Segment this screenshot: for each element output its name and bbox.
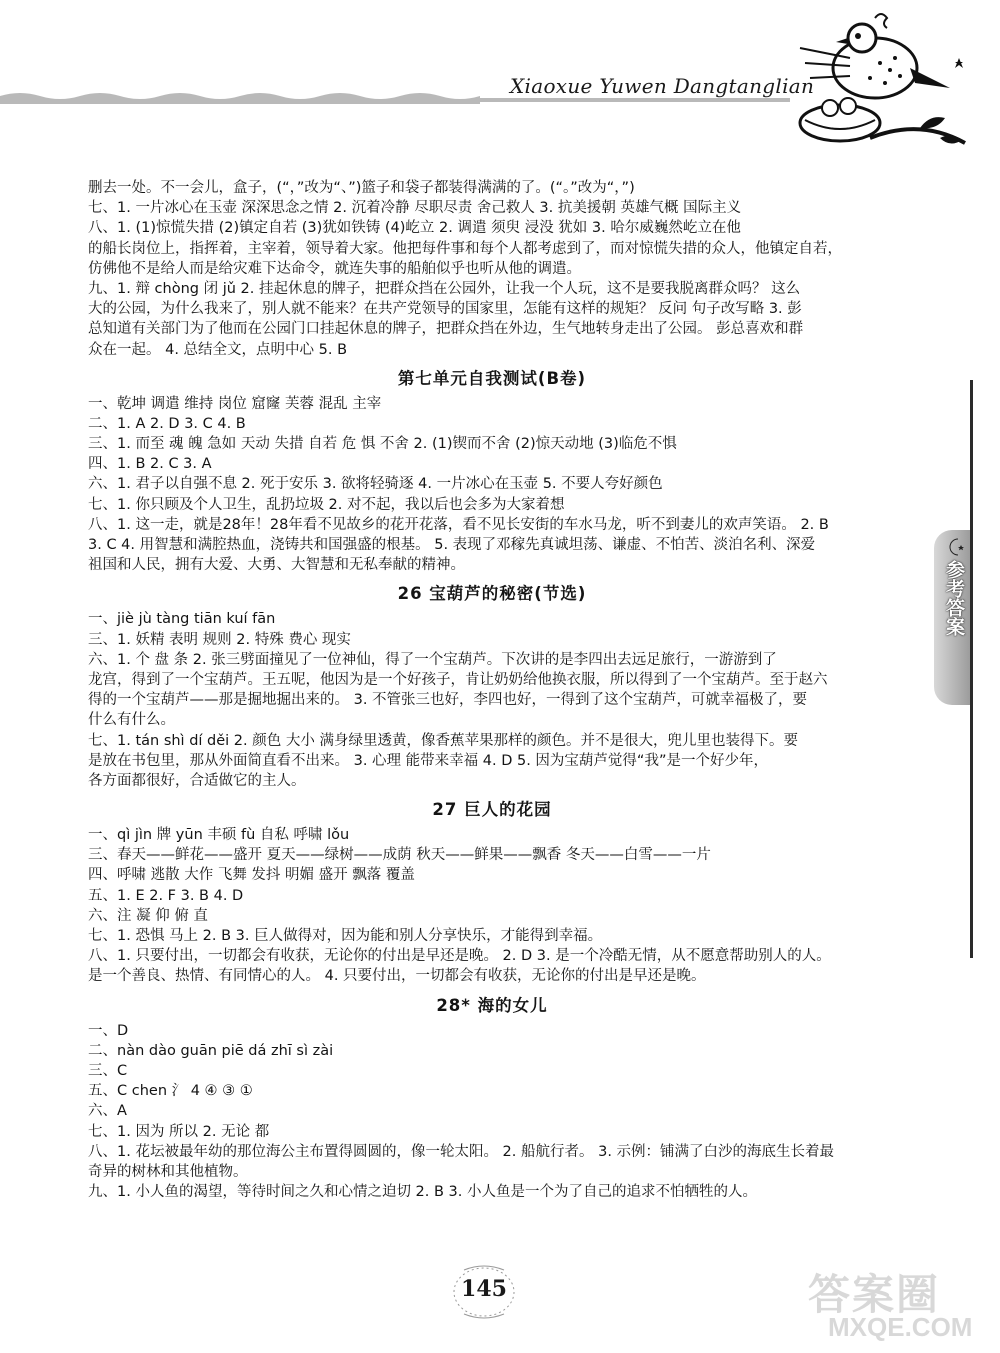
watermark-cn: 答案圈 [808, 1271, 941, 1318]
section-title-lesson-26: 26 宝葫芦的秘密(节选) [397, 584, 587, 604]
block-3 [88, 609, 896, 791]
watermark-logo [808, 1262, 988, 1347]
text-line: 得的一个宝葫芦——那是掘地掘出来的。 3. 不管张三也好，李四也好，一得到了这个宝葫芦，可就幸福极了，要 [88, 692, 808, 709]
header-wave-band [0, 0, 800, 120]
text-line: 祖国和人民，拥有大爱、大勇、大智慧和无私奉献的精神。 [88, 557, 465, 574]
text-line: 九、1. 小人鱼的渴望，等待时间之久和心情之迫切 2. B 3. 小人鱼是一个为了自己的追求不怕牺牲的人。 [88, 1184, 757, 1201]
text-line: 三、1. 而至 魂 魄 急如 天动 失措 自若 危 惧 不舍 2. (1)锲而不舍 (2)惊天动地 (3)临危不惧 [88, 436, 677, 453]
section-title-unit7-test-b: 第七单元自我测试(B卷) [397, 368, 587, 388]
text-line: 三、春天——鲜花——盛开 夏天——绿树——成荫 秋天——鲜果——飘香 冬天——白雪——一片 [88, 847, 711, 864]
text-line: 各方面都很好，合适做它的主人。 [88, 772, 306, 789]
text-line: 八、1. 花坛被最年幼的那位海公主布置得圆圆的，像一轮太阳。 2. 船航行者。 3. 示例：铺满了白沙的海底生长着最 [88, 1143, 835, 1160]
text-line: 六、A [88, 1103, 127, 1120]
section-title-lesson-27: 27 巨人的花园 [432, 800, 552, 820]
page-header [0, 0, 1000, 175]
page-number: 145 [461, 1276, 507, 1302]
text-line: 七、1. 一片冰心在玉壶 深深思念之情 2. 沉着冷静 尽职尽责 舍己救人 3. 抗美援朝 英雄气概 国际主义 [88, 200, 742, 217]
text-line: 奇异的树林和其他植物。 [88, 1163, 248, 1180]
block-4 [88, 825, 896, 987]
text-line: 五、C chen 氵 4 ④ ③ ① [88, 1083, 253, 1100]
text-line: 七、1. 你只顾及个人卫生，乱扔垃圾 2. 对不起，我以后也会多为大家着想 [88, 496, 565, 513]
text-line: 九、1. 辩 chòng 闭 jǔ 2. 挂起休息的牌子，把群众挡在公园外，让我一个人玩，这不是要我脱离群众吗？ 这么 [88, 280, 801, 297]
text-line: 六、1. 个 盘 条 2. 张三劈面撞见了一位神仙，得了一个宝葫芦。下次讲的是李四出去远足旅行，一游游到了 [88, 651, 777, 668]
header-title: Xiaoxue Yuwen Dangtanglian [510, 74, 815, 98]
text-line: 六、注 凝 仰 俯 直 [88, 907, 208, 924]
watermark-en: MXQE.COM [828, 1312, 973, 1342]
text-line: 一、D [88, 1022, 129, 1039]
text-line: 是放在书包里，那从外面简直看不出来。 3. 心理 能带来幸福 4. D 5. 因为宝葫芦觉得“我”是一个好少年， [88, 752, 768, 769]
block-2 [88, 394, 896, 576]
text-line: 八、1. (1)惊慌失措 (2)镇定自若 (3)犹如铁铸 (4)屹立 2. 调遣 须臾 浸没 犹如 3. 哈尔威巍然屹立在他 [88, 220, 741, 237]
text-line: 二、1. A 2. D 3. C 4. B [88, 415, 246, 432]
text-line: 六、1. 君子以自强不息 2. 死于安乐 3. 欲将轻骑逐 4. 一片冰心在玉壶 5. 不要人夸好颜色 [88, 476, 663, 493]
side-divider [970, 380, 973, 958]
block-1 [88, 178, 896, 360]
text-line: 大的公园，为什么我来了，别人就不能来？在共产党领导的国家里，怎能有这样的规矩？ 反问 句子改写略 3. 彭 [88, 301, 802, 318]
text-line: 三、1. 妖精 表明 规则 2. 特殊 费心 现实 [88, 631, 351, 648]
text-line: 三、C [88, 1062, 128, 1079]
text-line: 什么有什么。 [88, 712, 175, 729]
text-line: 的船长岗位上，指挥着，主宰着，领导着大家。他把每件事和每个人都考虑到了，而对惊慌失措的众人，他镇定自若， [88, 240, 842, 257]
bird-nest-icon [780, 8, 970, 168]
text-line: 七、1. tán shì dí děi 2. 颜色 大小 满身绿里透黄，像香蕉苹果那样的颜色。并不是很大，兜儿里也装得下。要 [88, 732, 798, 749]
text-line: 一、qì jìn 牌 yūn 丰硕 fù 自私 呼啸 lǒu [88, 827, 350, 844]
text-line: 众在一起。 4. 总结全文，点明中心 5. B [88, 341, 348, 358]
crescent-star-icon [944, 536, 966, 558]
text-line: 仿佛他不是给人而是给灾难下达命令，就连失事的船舶似乎也听从他的调遣。 [88, 260, 581, 277]
text-line: 一、jiè jù tàng tiān kuí fān [88, 611, 276, 628]
text-line: 一、乾坤 调遣 维持 岗位 窟窿 芙蓉 混乱 主宰 [88, 395, 382, 412]
text-line: 删去一处。不一会儿，盒子，(“，”改为“、”)篮子和袋子都装得满满的了。(“。”改为“，”) [88, 180, 635, 196]
section-title-lesson-28: 28* 海的女儿 [436, 995, 548, 1015]
text-line: 是一个善良、热情、有同情心的人。 4. 只要付出，一切都会有收获，无论你的付出是早还是晚。 [88, 968, 706, 985]
text-line: 总知道有关部门为了他而在公园门口挂起休息的牌子，把群众挡在外边，生气地转身走出了公园。 彭总喜欢和群 [88, 321, 804, 338]
text-line: 3. C 4. 用智慧和满腔热血，浇铸共和国强盛的根基。 5. 表现了邓稼先真诚坦荡、谦虚、不怕苦、淡泊名利、深爱 [88, 537, 816, 553]
side-tab-label: 参考答案 [943, 560, 965, 636]
text-line: 四、1. B 2. C 3. A [88, 456, 212, 473]
text-line: 七、1. 恐惧 马上 2. B 3. 巨人做得对，因为能和别人分享快乐，才能得到幸福。 [88, 928, 603, 944]
text-line: 四、呼啸 逃散 大作 飞舞 发抖 明媚 盛开 飘落 覆盖 [88, 867, 415, 884]
text-line: 七、1. 因为 所以 2. 无论 都 [88, 1123, 270, 1140]
answer-content [88, 178, 896, 1202]
text-line: 八、1. 只要付出，一切都会有收获，无论你的付出是早还是晚。 2. D 3. 是一个冷酷无情，从不愿意帮助别人的人。 [88, 948, 831, 965]
text-line: 二、nàn dào guān piē dá zhī sì zài [88, 1042, 334, 1059]
text-line: 五、1. E 2. F 3. B 4. D [88, 887, 244, 904]
text-line: 八、1. 这一走，就是28年！28年看不见故乡的花开花落，看不见长安街的车水马龙，听不到妻儿的欢声笑语。 2. B [88, 516, 829, 533]
text-line: 龙宫，得到了一个宝葫芦。王五呢，他因为是一个好孩子，肯让奶奶给他换衣服，所以得到了一个宝葫芦。至于赵六 [88, 671, 828, 688]
block-5 [88, 1021, 896, 1203]
